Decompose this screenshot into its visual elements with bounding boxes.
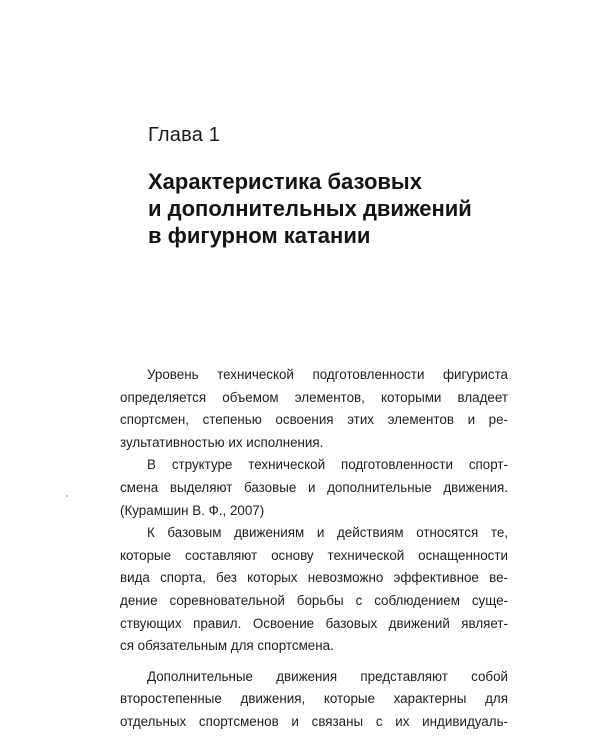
text-line: Уровень технической подготовленности фигуриста bbox=[147, 367, 508, 382]
chapter-title-line: Характеристика базовых bbox=[148, 169, 422, 194]
text-line: Дополнительные движения представляют собой bbox=[147, 668, 508, 684]
chapter-title-line: в фигурном катании bbox=[148, 223, 371, 248]
text-line: второстепенные движения, которые характерны для bbox=[120, 691, 508, 707]
paragraph-4 bbox=[120, 666, 508, 734]
text-line: ся обязательным для спортсмена. bbox=[120, 638, 334, 654]
chapter-label: Глава 1 bbox=[148, 124, 221, 146]
chapter-title bbox=[148, 168, 528, 249]
text-line: спортсмен, степенью освоения этих элементов и ре- bbox=[120, 412, 508, 428]
text-line: ствующих правил. Освоение базовых движений являет- bbox=[120, 615, 508, 631]
chapter-title-line: и дополнительных движений bbox=[148, 196, 472, 221]
paragraph-1 bbox=[120, 364, 508, 454]
text-line: (Курамшин В. Ф., 2007) bbox=[120, 502, 265, 518]
text-line: К базовым движениям и действиям относятся те, bbox=[147, 525, 508, 541]
text-line: зультативностью их исполнения. bbox=[120, 434, 324, 450]
body-text bbox=[120, 364, 508, 734]
paragraph-2 bbox=[120, 454, 508, 522]
text-line: отдельных спортсменов и связаны с их индивидуаль- bbox=[120, 713, 508, 729]
text-line: В структуре технической подготовленности спорт- bbox=[147, 457, 508, 473]
text-line: определяется объемом элементов, которыми владеет bbox=[120, 389, 508, 405]
paragraph-gap bbox=[120, 658, 508, 666]
text-line: которые составляют основу технической оснащенности bbox=[120, 547, 508, 563]
paragraph-3 bbox=[120, 522, 508, 658]
text-line: смена выделяют базовые и дополнительные движения. bbox=[120, 479, 508, 495]
scan-speck bbox=[66, 495, 68, 497]
text-line: дение соревновательной борьбы с соблюдением суще- bbox=[120, 592, 508, 608]
text-line: вида спорта, без которых невозможно эффективное ве- bbox=[120, 570, 508, 586]
